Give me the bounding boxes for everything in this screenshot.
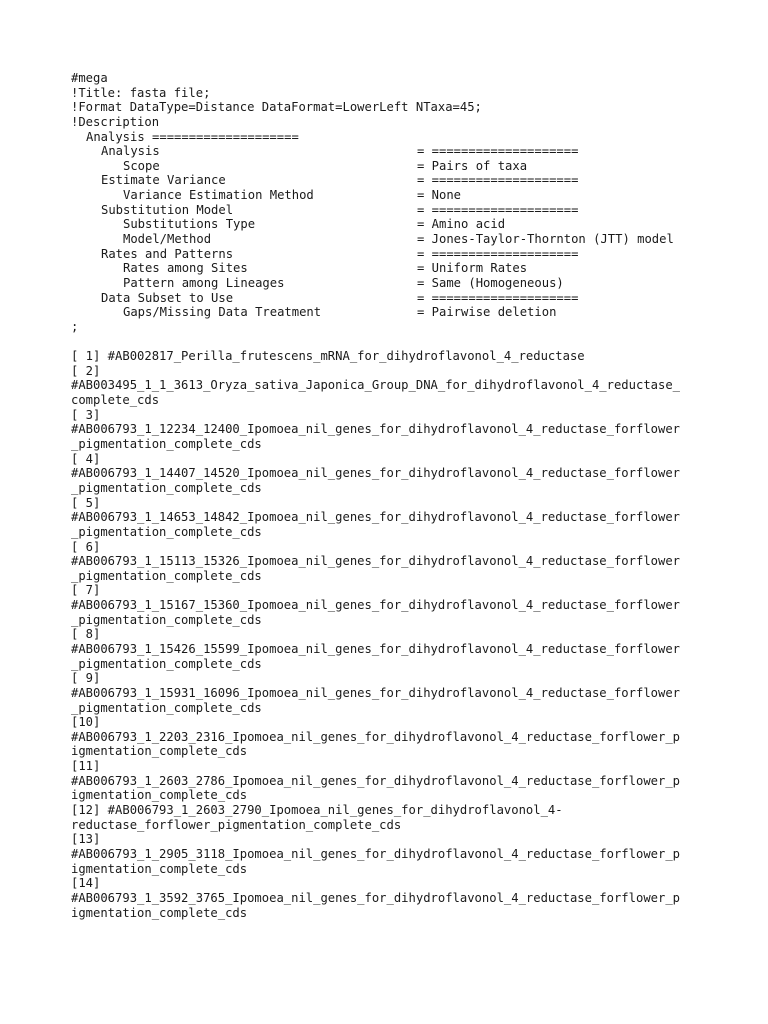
taxon-line: #AB006793_1_14407_14520_Ipomoea_nil_genes_for_dihydroflavonol_4_reductase_forflower (71, 466, 681, 481)
description-key: Data Subset to Use (101, 290, 234, 305)
description-key: Gaps/Missing Data Treatment (123, 305, 322, 320)
taxon-line: [ 1] #AB002817_Perilla_frutescens_mRNA_for_dihydroflavonol_4_reductase (71, 349, 585, 364)
description-row (71, 261, 711, 276)
taxon-line: #AB006793_1_3592_3765_Ipomoea_nil_genes_for_dihydroflavonol_4_reductase_forflower_p (71, 890, 681, 905)
taxon-line: #AB006793_1_15113_15326_Ipomoea_nil_genes_for_dihydroflavonol_4_reductase_forflower (71, 554, 681, 569)
taxon-line: igmentation_complete_cds (71, 905, 248, 920)
description-value: = Same (Homogeneous) (417, 275, 564, 290)
description-value: = Uniform Rates (417, 261, 528, 276)
taxon-line: _pigmentation_complete_cds (71, 656, 262, 671)
description-row (71, 247, 711, 262)
header-mega-line: #mega (71, 71, 108, 85)
description-value: = ==================== (417, 144, 579, 159)
taxon-line: [ 2] (71, 363, 101, 378)
description-row (71, 217, 711, 232)
taxon-line: igmentation_complete_cds (71, 788, 248, 803)
analysis-header-line: Analysis ==================== (86, 129, 299, 144)
taxon-line: #AB006793_1_2203_2316_Ipomoea_nil_genes_for_dihydroflavonol_4_reductase_forflower_p (71, 729, 681, 744)
taxon-line: #AB006793_1_15167_15360_Ipomoea_nil_genes_for_dihydroflavonol_4_reductase_forflower (71, 598, 681, 613)
taxon-line: [ 3] (71, 407, 101, 422)
description-value: = ==================== (417, 290, 579, 305)
description-key: Estimate Variance (101, 173, 226, 188)
description-key: Scope (123, 158, 160, 173)
description-value: = Jones-Taylor-Thornton (JTT) model (417, 232, 674, 247)
taxon-line: complete_cds (71, 393, 160, 408)
description-key: Rates and Patterns (101, 246, 234, 261)
description-value: = Amino acid (417, 217, 506, 232)
taxon-line: [ 8] (71, 627, 101, 642)
description-value: = Pairwise deletion (417, 305, 557, 320)
taxon-line: reductase_forflower_pigmentation_complete_cds (71, 817, 402, 832)
description-key: Pattern among Lineages (123, 275, 285, 290)
taxon-line: _pigmentation_complete_cds (71, 612, 262, 627)
taxon-line: #AB003495_1_1_3613_Oryza_sativa_Japonica_Group_DNA_for_dihydroflavonol_4_reductase_ (71, 378, 681, 393)
header-description-line: !Description (71, 114, 160, 129)
taxon-line: [ 9] (71, 671, 101, 686)
taxon-line: #AB006793_1_2603_2786_Ipomoea_nil_genes_for_dihydroflavonol_4_reductase_forflower_p (71, 773, 681, 788)
description-key: Analysis (101, 144, 160, 159)
taxon-line: [ 7] (71, 583, 101, 598)
taxon-line: [ 5] (71, 495, 101, 510)
description-value: = None (417, 188, 462, 203)
taxon-line: igmentation_complete_cds (71, 861, 248, 876)
description-value: = ==================== (417, 246, 579, 261)
mega-file-text (71, 71, 711, 920)
description-key: Substitutions Type (123, 217, 256, 232)
description-key: Rates among Sites (123, 261, 248, 276)
description-row (71, 305, 711, 320)
taxon-line: _pigmentation_complete_cds (71, 568, 262, 583)
taxon-line: #AB006793_1_15426_15599_Ipomoea_nil_genes_for_dihydroflavonol_4_reductase_forflower (71, 641, 681, 656)
taxon-line: #AB006793_1_2905_3118_Ipomoea_nil_genes_for_dihydroflavonol_4_reductase_forflower_p (71, 846, 681, 861)
description-row (71, 159, 711, 174)
header-title-line: !Title: fasta file; (71, 85, 211, 100)
description-row (71, 232, 711, 247)
header-format-line: !Format DataType=Distance DataFormat=LowerLeft NTaxa=45; (71, 100, 482, 115)
taxon-line: #AB006793_1_12234_12400_Ipomoea_nil_genes_for_dihydroflavonol_4_reductase_forflower (71, 422, 681, 437)
description-row (71, 188, 711, 203)
taxon-line: _pigmentation_complete_cds (71, 437, 262, 452)
description-value: = Pairs of taxa (417, 158, 528, 173)
description-value: = ==================== (417, 202, 579, 217)
taxon-line: [13] (71, 832, 101, 847)
taxa-list (71, 349, 711, 920)
terminator-line: ; (71, 319, 79, 334)
description-key: Model/Method (123, 232, 212, 247)
taxon-line: [12] #AB006793_1_2603_2790_Ipomoea_nil_genes_for_dihydroflavonol_4- (71, 803, 563, 818)
description-key: Substitution Model (101, 202, 234, 217)
taxon-line: _pigmentation_complete_cds (71, 700, 262, 715)
taxon-line: #AB006793_1_15931_16096_Ipomoea_nil_genes_for_dihydroflavonol_4_reductase_forflower (71, 685, 681, 700)
taxon-line: igmentation_complete_cds (71, 744, 248, 759)
taxon-line: [ 4] (71, 451, 101, 466)
description-block (71, 144, 711, 320)
description-row (71, 203, 711, 218)
taxon-line: #AB006793_1_14653_14842_Ipomoea_nil_genes_for_dihydroflavonol_4_reductase_forflower (71, 510, 681, 525)
description-value: = ==================== (417, 173, 579, 188)
taxon-line: [11] (71, 759, 101, 774)
taxon-line: _pigmentation_complete_cds (71, 480, 262, 495)
description-row (71, 173, 711, 188)
description-key: Variance Estimation Method (123, 188, 314, 203)
taxon-line: _pigmentation_complete_cds (71, 524, 262, 539)
taxon-line: [14] (71, 876, 101, 891)
taxon-line: [ 6] (71, 539, 101, 554)
description-row (71, 291, 711, 306)
description-row (71, 144, 711, 159)
taxon-line: [10] (71, 715, 101, 730)
blank-line (71, 335, 711, 350)
description-row (71, 276, 711, 291)
